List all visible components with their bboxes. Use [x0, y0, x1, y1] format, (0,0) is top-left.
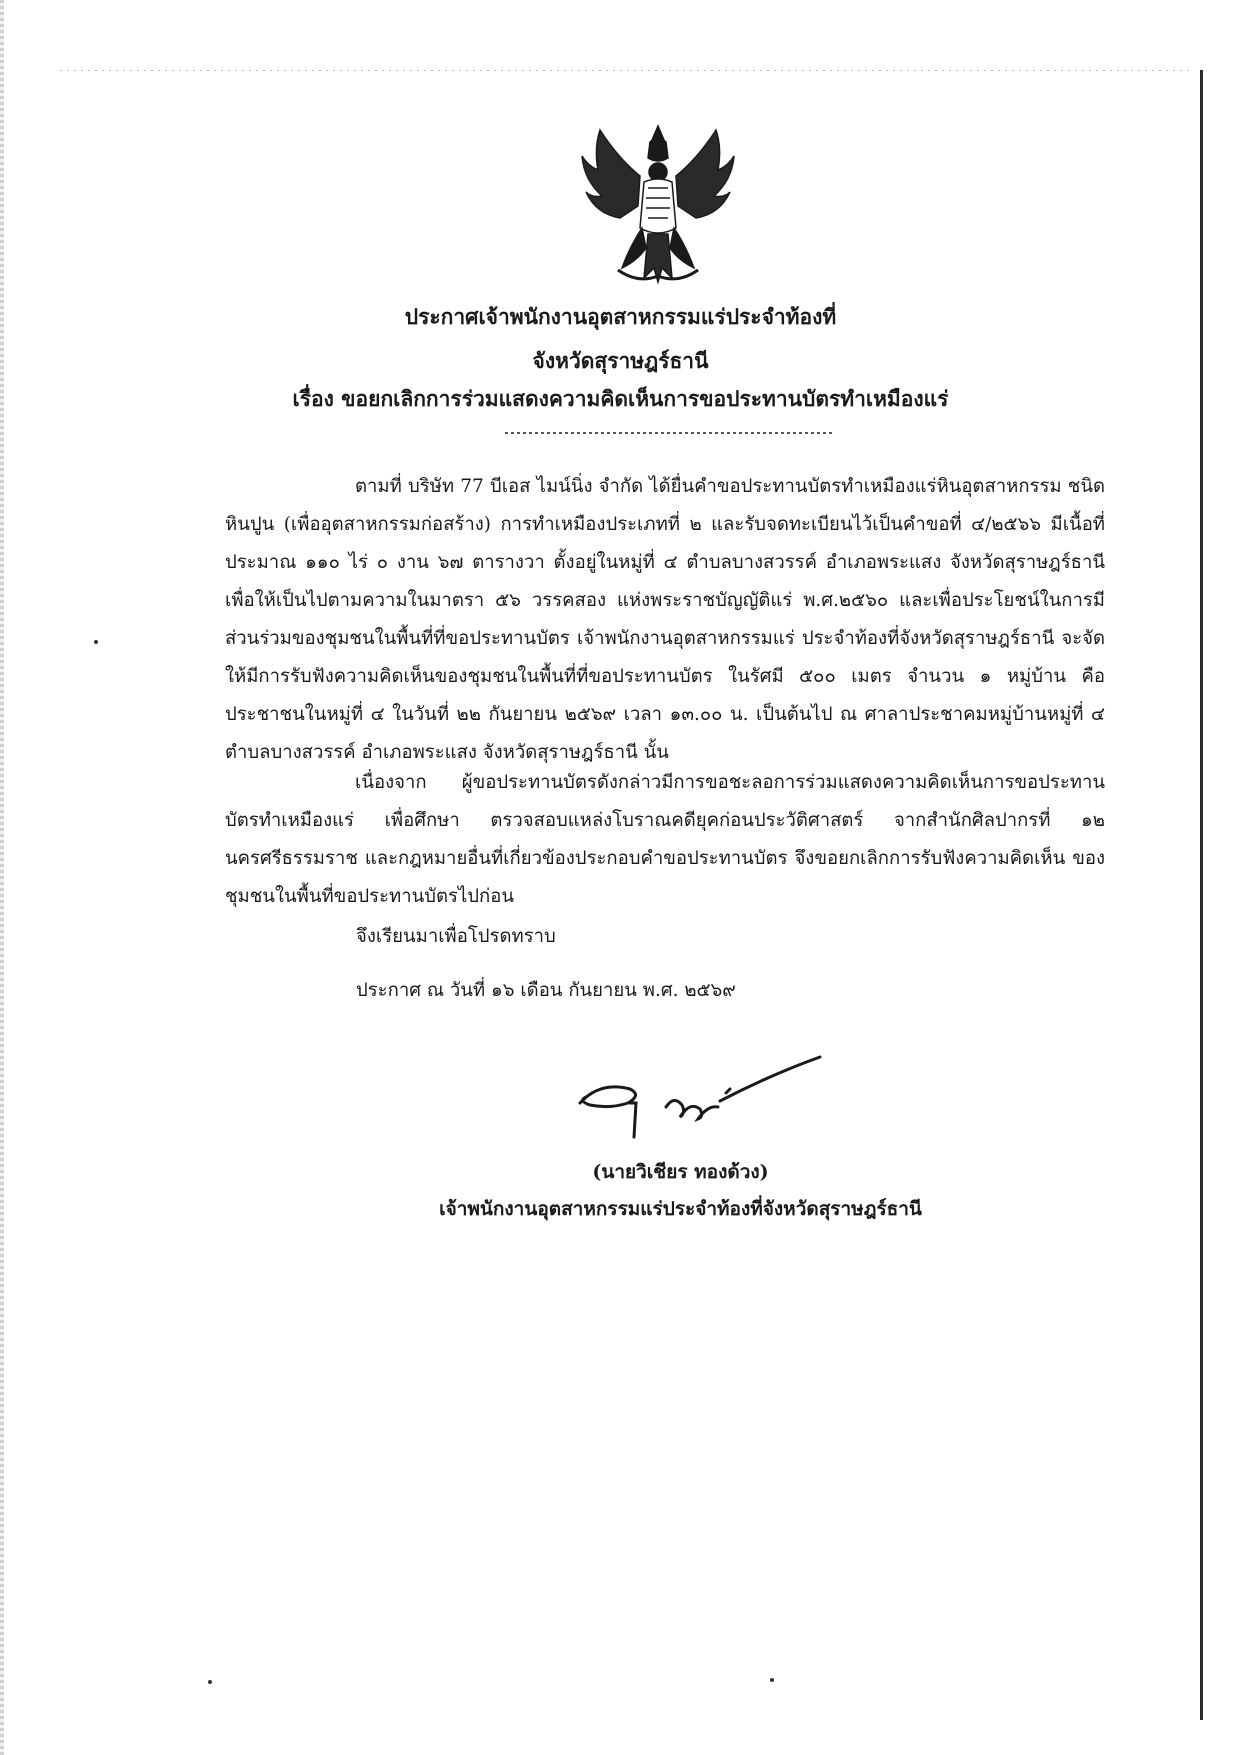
announcement-title: ประกาศเจ้าพนักงานอุตสาหกรรมแร่ประจำท้องที่ — [404, 304, 837, 329]
province-title: จังหวัดสุราษฎร์ธานี — [532, 348, 709, 373]
signatory-name: (นายวิเชียร ทองด้วง) — [592, 1161, 769, 1183]
signatory-position: เจ้าพนักงานอุตสาหกรรมแร่ประจำท้องที่จังหวัดสุราษฎร์ธานี — [439, 1198, 922, 1220]
handwritten-signature — [570, 1045, 870, 1155]
body-paragraph-1: ตามที่ บริษัท 77 บีเอส ไมน์นิ่ง จำกัด ได้ยื่นคำขอประทานบัตรทำเหมืองแร่หินอุตสาหกรรม ชนิดหินปูน (เพื่ออุตสาหกรรมก่อสร้าง) การทำเหมืองประเภทที่ ๒ และรับจดทะเบียนไว้เป็นคำขอที่ ๔/๒๕๖๖ มีเนื้อที่ประมาณ ๑๑๐ ไร่ ๐ งาน ๖๗ ตารางวา ตั้งอยู่ในหมู่ที่ ๔ ตำบลบางสวรรค์ อำเภอพระแสง จังหวัดสุราษฎร์ธานี เพื่อให้เป็นไปตามความในมาตรา ๕๖ วรรคสอง แห่งพระราชบัญญัติแร่ พ.ศ.๒๕๖๐ และเพื่อประโยชน์ในการมีส่วนร่วมของชุมชนในพื้นที่ที่ขอประทานบัตร เจ้าพนักงานอุตสาหกรรมแร่ ประจำท้องที่จังหวัดสุราษฎร์ธานี จะจัดให้มีการรับฟังความคิดเห็นของชุมชนในพื้นที่ที่ขอประทานบัตร ในรัศมี ๕๐๐ เมตร จำนวน ๑ หมู่บ้าน คือ ประชาชนในหมู่ที่ ๔ ในวันที่ ๒๒ กันยายน ๒๕๖๙ เวลา ๑๓.๐๐ น. เป็นต้นไป ณ ศาลาประชาคมหมู่บ้านหมู่ที่ ๔ ตำบลบางสวรรค์ อำเภอพระแสง จังหวัดสุราษฎร์ธานี นั้น — [225, 476, 1105, 763]
garuda-emblem-icon — [578, 118, 738, 288]
announcement-date: ประกาศ ณ วันที่ ๑๖ เดือน กันยายน พ.ศ. ๒๕๖๙ — [356, 980, 736, 1001]
header-divider — [505, 432, 835, 434]
scan-top-rule — [60, 70, 1190, 71]
closing-salutation: จึงเรียนมาเพื่อโปรดทราบ — [356, 926, 556, 947]
scan-speck — [94, 640, 98, 644]
body-paragraph-2: เนื่องจาก ผู้ขอประทานบัตรดังกล่าวมีการขอชะลอการร่วมแสดงความคิดเห็นการขอประทาน บัตรทำเหมืองแร่ เพื่อศึกษา ตรวจสอบแหล่งโบราณคดียุคก่อนประวัติศาสตร์ จากสำนักศิลปากรที่ ๑๒ นครศรีธรรมราช และกฎหมายอื่นที่เกี่ยวข้องประกอบคำขอประทานบัตร จึงขอยกเลิกการรับฟังความคิดเห็น ของชุมชนในพื้นที่ขอประทานบัตรไปก่อน — [225, 772, 1105, 907]
scan-edge-left — [0, 0, 4, 1755]
scan-speck — [208, 1680, 212, 1684]
subject-line: เรื่อง ขอยกเลิกการร่วมแสดงความคิดเห็นการขอประทานบัตรทำเหมืองแร่ — [292, 386, 949, 411]
scan-speck — [770, 1678, 774, 1682]
